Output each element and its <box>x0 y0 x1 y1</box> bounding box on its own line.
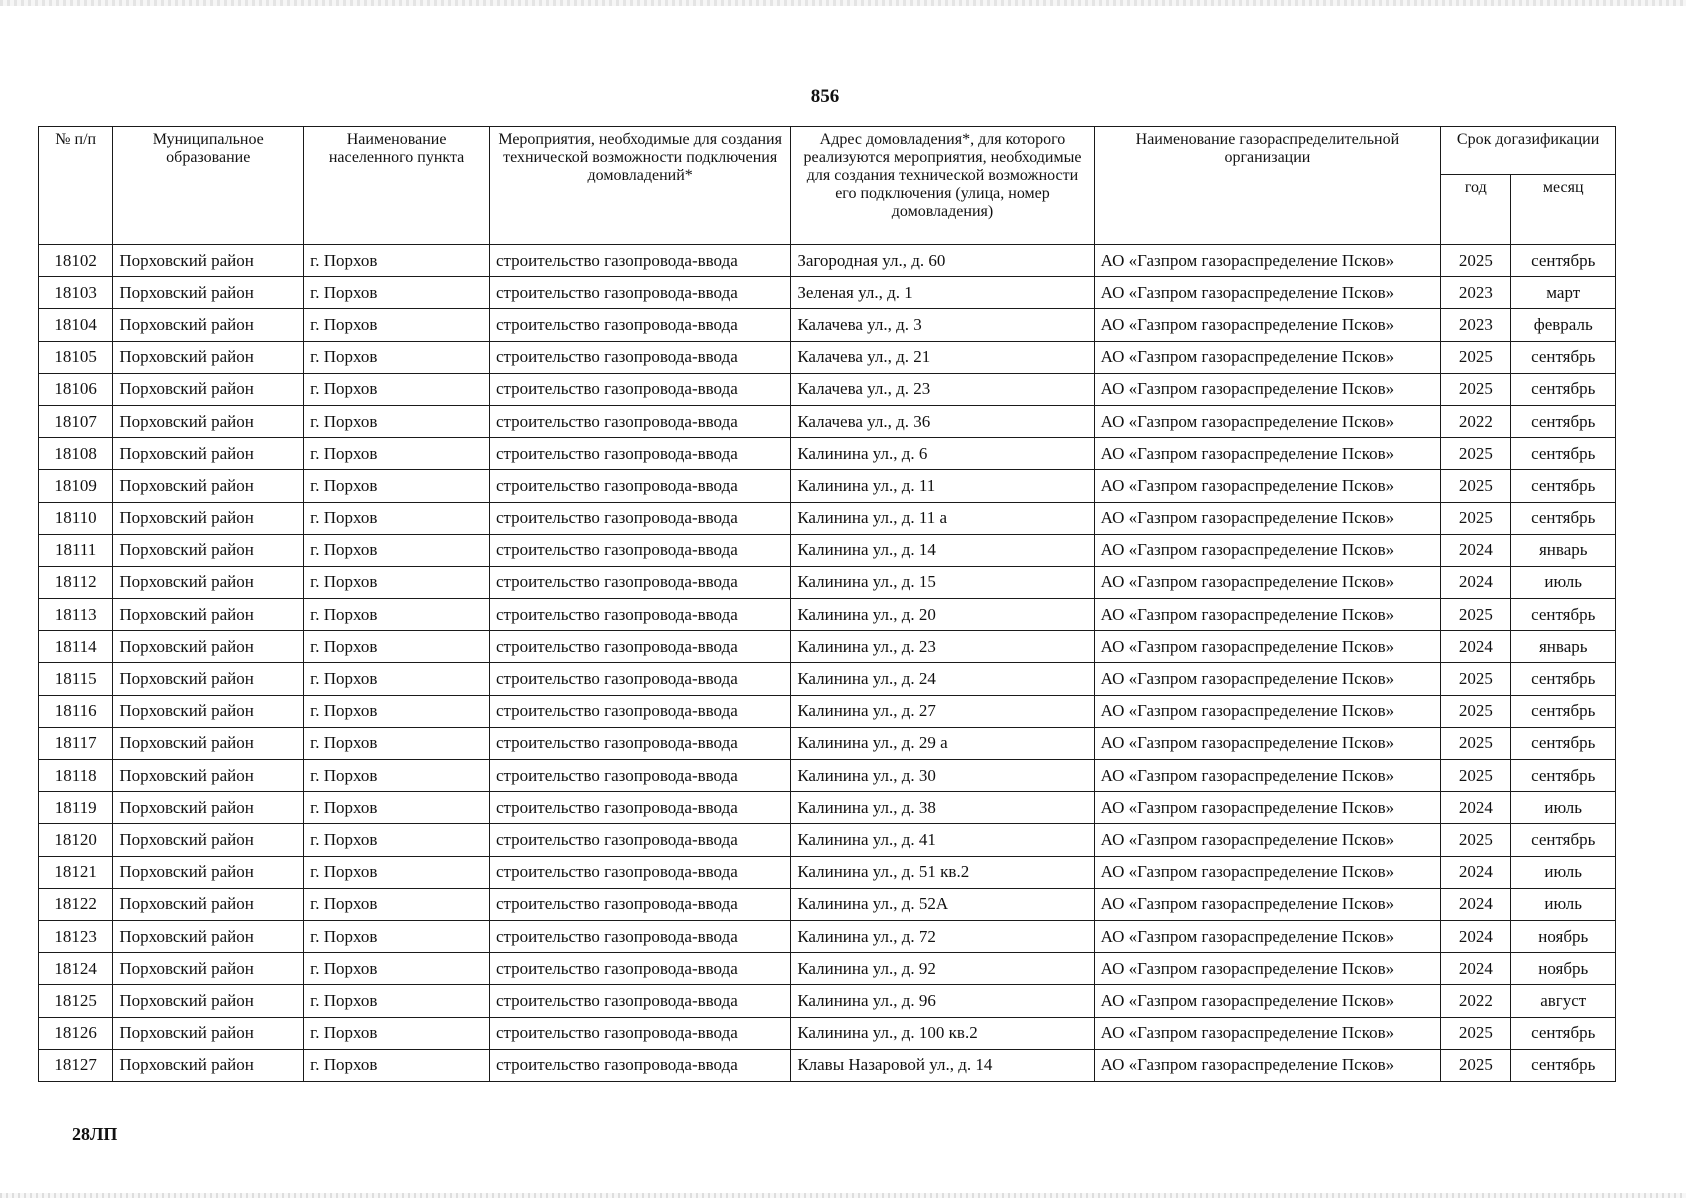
cell-locality: г. Порхов <box>304 631 490 663</box>
cell-address: Калачева ул., д. 36 <box>791 405 1094 437</box>
cell-address: Калинина ул., д. 11 <box>791 470 1094 502</box>
cell-measure: строительство газопровода-ввода <box>489 985 790 1017</box>
cell-municipality: Порховский район <box>113 1017 304 1049</box>
cell-num: 18116 <box>39 695 113 727</box>
cell-num: 18120 <box>39 824 113 856</box>
cell-locality: г. Порхов <box>304 663 490 695</box>
cell-locality: г. Порхов <box>304 599 490 631</box>
cell-locality: г. Порхов <box>304 792 490 824</box>
cell-year: 2025 <box>1441 663 1511 695</box>
cell-num: 18114 <box>39 631 113 663</box>
cell-locality: г. Порхов <box>304 405 490 437</box>
cell-municipality: Порховский район <box>113 534 304 566</box>
cell-locality: г. Порхов <box>304 953 490 985</box>
header-num: № п/п <box>39 127 113 245</box>
cell-organization: АО «Газпром газораспределение Псков» <box>1094 405 1441 437</box>
cell-address: Зеленая ул., д. 1 <box>791 277 1094 309</box>
cell-locality: г. Порхов <box>304 277 490 309</box>
table-row <box>39 792 1616 824</box>
cell-municipality: Порховский район <box>113 920 304 952</box>
cell-month: сентябрь <box>1511 245 1616 277</box>
cell-locality: г. Порхов <box>304 727 490 759</box>
cell-year: 2025 <box>1441 727 1511 759</box>
cell-month: сентябрь <box>1511 502 1616 534</box>
cell-year: 2022 <box>1441 985 1511 1017</box>
cell-month: август <box>1511 985 1616 1017</box>
cell-organization: АО «Газпром газораспределение Псков» <box>1094 277 1441 309</box>
cell-organization: АО «Газпром газораспределение Псков» <box>1094 920 1441 952</box>
cell-organization: АО «Газпром газораспределение Псков» <box>1094 824 1441 856</box>
cell-year: 2025 <box>1441 470 1511 502</box>
table-row <box>39 245 1616 277</box>
cell-municipality: Порховский район <box>113 245 304 277</box>
cell-month: июль <box>1511 888 1616 920</box>
cell-month: сентябрь <box>1511 341 1616 373</box>
cell-organization: АО «Газпром газораспределение Псков» <box>1094 502 1441 534</box>
cell-address: Калинина ул., д. 11 а <box>791 502 1094 534</box>
cell-year: 2025 <box>1441 760 1511 792</box>
cell-organization: АО «Газпром газораспределение Псков» <box>1094 566 1441 598</box>
cell-num: 18109 <box>39 470 113 502</box>
cell-month: сентябрь <box>1511 663 1616 695</box>
cell-municipality: Порховский район <box>113 470 304 502</box>
cell-organization: АО «Газпром газораспределение Псков» <box>1094 888 1441 920</box>
cell-organization: АО «Газпром газораспределение Псков» <box>1094 792 1441 824</box>
cell-month: сентябрь <box>1511 824 1616 856</box>
cell-num: 18125 <box>39 985 113 1017</box>
cell-address: Калинина ул., д. 92 <box>791 953 1094 985</box>
table-row <box>39 566 1616 598</box>
cell-num: 18113 <box>39 599 113 631</box>
cell-locality: г. Порхов <box>304 566 490 598</box>
cell-municipality: Порховский район <box>113 631 304 663</box>
cell-month: сентябрь <box>1511 373 1616 405</box>
header-year: год <box>1441 175 1511 245</box>
table-header <box>39 127 1616 245</box>
cell-municipality: Порховский район <box>113 985 304 1017</box>
cell-organization: АО «Газпром газораспределение Псков» <box>1094 1049 1441 1081</box>
cell-locality: г. Порхов <box>304 695 490 727</box>
cell-address: Калинина ул., д. 6 <box>791 438 1094 470</box>
table-row <box>39 920 1616 952</box>
cell-measure: строительство газопровода-ввода <box>489 888 790 920</box>
table-row <box>39 309 1616 341</box>
cell-locality: г. Порхов <box>304 470 490 502</box>
cell-measure: строительство газопровода-ввода <box>489 373 790 405</box>
table-row <box>39 760 1616 792</box>
cell-month: сентябрь <box>1511 695 1616 727</box>
cell-address: Калинина ул., д. 23 <box>791 631 1094 663</box>
cell-measure: строительство газопровода-ввода <box>489 953 790 985</box>
cell-num: 18117 <box>39 727 113 759</box>
cell-month: сентябрь <box>1511 760 1616 792</box>
cell-locality: г. Порхов <box>304 985 490 1017</box>
cell-organization: АО «Газпром газораспределение Псков» <box>1094 663 1441 695</box>
cell-locality: г. Порхов <box>304 888 490 920</box>
cell-municipality: Порховский район <box>113 792 304 824</box>
cell-address: Клавы Назаровой ул., д. 14 <box>791 1049 1094 1081</box>
cell-locality: г. Порхов <box>304 245 490 277</box>
cell-year: 2025 <box>1441 341 1511 373</box>
table-row <box>39 824 1616 856</box>
cell-measure: строительство газопровода-ввода <box>489 277 790 309</box>
cell-address: Калачева ул., д. 21 <box>791 341 1094 373</box>
cell-locality: г. Порхов <box>304 856 490 888</box>
cell-measure: строительство газопровода-ввода <box>489 856 790 888</box>
cell-measure: строительство газопровода-ввода <box>489 599 790 631</box>
cell-organization: АО «Газпром газораспределение Псков» <box>1094 727 1441 759</box>
cell-month: сентябрь <box>1511 470 1616 502</box>
header-address: Адрес домовладения*, для которого реализуются мероприятия, необходимые для создания технической возможности его подключения (улица, номер домовладения) <box>791 127 1094 245</box>
cell-month: сентябрь <box>1511 1049 1616 1081</box>
page-number: 856 <box>810 86 840 107</box>
cell-measure: строительство газопровода-ввода <box>489 824 790 856</box>
cell-organization: АО «Газпром газораспределение Псков» <box>1094 373 1441 405</box>
cell-municipality: Порховский район <box>113 502 304 534</box>
cell-year: 2025 <box>1441 373 1511 405</box>
cell-measure: строительство газопровода-ввода <box>489 405 790 437</box>
cell-organization: АО «Газпром газораспределение Псков» <box>1094 985 1441 1017</box>
cell-municipality: Порховский район <box>113 727 304 759</box>
cell-municipality: Порховский район <box>113 663 304 695</box>
cell-locality: г. Порхов <box>304 341 490 373</box>
cell-year: 2024 <box>1441 792 1511 824</box>
table-row <box>39 631 1616 663</box>
cell-year: 2023 <box>1441 309 1511 341</box>
table-row <box>39 534 1616 566</box>
cell-year: 2024 <box>1441 920 1511 952</box>
table-row <box>39 1017 1616 1049</box>
table-row <box>39 953 1616 985</box>
cell-year: 2022 <box>1441 405 1511 437</box>
cell-address: Калинина ул., д. 27 <box>791 695 1094 727</box>
cell-address: Калинина ул., д. 96 <box>791 985 1094 1017</box>
cell-organization: АО «Газпром газораспределение Псков» <box>1094 438 1441 470</box>
cell-num: 18121 <box>39 856 113 888</box>
cell-municipality: Порховский район <box>113 373 304 405</box>
table-row <box>39 663 1616 695</box>
table-row <box>39 695 1616 727</box>
table-row <box>39 599 1616 631</box>
cell-organization: АО «Газпром газораспределение Псков» <box>1094 760 1441 792</box>
table-row <box>39 470 1616 502</box>
cell-month: ноябрь <box>1511 953 1616 985</box>
cell-month: июль <box>1511 792 1616 824</box>
cell-month: сентябрь <box>1511 599 1616 631</box>
cell-municipality: Порховский район <box>113 341 304 373</box>
cell-address: Калинина ул., д. 30 <box>791 760 1094 792</box>
cell-locality: г. Порхов <box>304 1049 490 1081</box>
cell-municipality: Порховский район <box>113 1049 304 1081</box>
cell-year: 2024 <box>1441 566 1511 598</box>
table-row <box>39 985 1616 1017</box>
cell-locality: г. Порхов <box>304 373 490 405</box>
header-month: месяц <box>1511 175 1616 245</box>
cell-measure: строительство газопровода-ввода <box>489 920 790 952</box>
cell-locality: г. Порхов <box>304 1017 490 1049</box>
cell-address: Загородная ул., д. 60 <box>791 245 1094 277</box>
cell-organization: АО «Газпром газораспределение Псков» <box>1094 631 1441 663</box>
cell-num: 18119 <box>39 792 113 824</box>
cell-num: 18123 <box>39 920 113 952</box>
cell-measure: строительство газопровода-ввода <box>489 663 790 695</box>
cell-address: Калинина ул., д. 15 <box>791 566 1094 598</box>
cell-month: июль <box>1511 856 1616 888</box>
header-locality: Наименование населенного пункта <box>304 127 490 245</box>
cell-month: ноябрь <box>1511 920 1616 952</box>
cell-num: 18127 <box>39 1049 113 1081</box>
cell-measure: строительство газопровода-ввода <box>489 695 790 727</box>
cell-municipality: Порховский район <box>113 856 304 888</box>
cell-measure: строительство газопровода-ввода <box>489 631 790 663</box>
cell-municipality: Порховский район <box>113 566 304 598</box>
cell-year: 2025 <box>1441 502 1511 534</box>
cell-address: Калинина ул., д. 100 кв.2 <box>791 1017 1094 1049</box>
cell-address: Калинина ул., д. 24 <box>791 663 1094 695</box>
cell-measure: строительство газопровода-ввода <box>489 534 790 566</box>
table-row <box>39 727 1616 759</box>
cell-locality: г. Порхов <box>304 309 490 341</box>
cell-organization: АО «Газпром газораспределение Псков» <box>1094 309 1441 341</box>
cell-month: февраль <box>1511 309 1616 341</box>
cell-organization: АО «Газпром газораспределение Псков» <box>1094 245 1441 277</box>
cell-locality: г. Порхов <box>304 502 490 534</box>
cell-measure: строительство газопровода-ввода <box>489 309 790 341</box>
cell-year: 2025 <box>1441 245 1511 277</box>
cell-address: Калинина ул., д. 72 <box>791 920 1094 952</box>
cell-locality: г. Порхов <box>304 760 490 792</box>
cell-measure: строительство газопровода-ввода <box>489 341 790 373</box>
table-row <box>39 277 1616 309</box>
cell-address: Калинина ул., д. 20 <box>791 599 1094 631</box>
scan-edge-top <box>0 0 1686 6</box>
table-row <box>39 405 1616 437</box>
cell-year: 2024 <box>1441 888 1511 920</box>
cell-year: 2025 <box>1441 1017 1511 1049</box>
cell-month: март <box>1511 277 1616 309</box>
header-municipality: Муниципальное образование <box>113 127 304 245</box>
cell-address: Калачева ул., д. 3 <box>791 309 1094 341</box>
cell-num: 18118 <box>39 760 113 792</box>
cell-address: Калинина ул., д. 51 кв.2 <box>791 856 1094 888</box>
cell-measure: строительство газопровода-ввода <box>489 245 790 277</box>
cell-year: 2025 <box>1441 438 1511 470</box>
cell-num: 18106 <box>39 373 113 405</box>
cell-organization: АО «Газпром газораспределение Псков» <box>1094 856 1441 888</box>
header-organization: Наименование газораспределительной организации <box>1094 127 1441 245</box>
cell-year: 2024 <box>1441 953 1511 985</box>
table-row <box>39 502 1616 534</box>
cell-num: 18105 <box>39 341 113 373</box>
cell-municipality: Порховский район <box>113 599 304 631</box>
cell-locality: г. Порхов <box>304 534 490 566</box>
cell-num: 18107 <box>39 405 113 437</box>
cell-address: Калинина ул., д. 14 <box>791 534 1094 566</box>
cell-num: 18126 <box>39 1017 113 1049</box>
cell-year: 2025 <box>1441 695 1511 727</box>
cell-year: 2024 <box>1441 631 1511 663</box>
cell-municipality: Порховский район <box>113 405 304 437</box>
cell-month: июль <box>1511 566 1616 598</box>
cell-address: Калинина ул., д. 52А <box>791 888 1094 920</box>
header-deadline: Срок догазификации <box>1441 127 1616 175</box>
cell-municipality: Порховский район <box>113 888 304 920</box>
cell-measure: строительство газопровода-ввода <box>489 566 790 598</box>
cell-measure: строительство газопровода-ввода <box>489 470 790 502</box>
cell-month: январь <box>1511 631 1616 663</box>
table-row <box>39 373 1616 405</box>
cell-year: 2025 <box>1441 599 1511 631</box>
cell-num: 18124 <box>39 953 113 985</box>
cell-year: 2023 <box>1441 277 1511 309</box>
cell-municipality: Порховский район <box>113 760 304 792</box>
cell-organization: АО «Газпром газораспределение Псков» <box>1094 1017 1441 1049</box>
cell-num: 18102 <box>39 245 113 277</box>
footer-code: 28ЛП <box>72 1124 118 1144</box>
cell-municipality: Порховский район <box>113 824 304 856</box>
cell-num: 18104 <box>39 309 113 341</box>
cell-num: 18122 <box>39 888 113 920</box>
cell-measure: строительство газопровода-ввода <box>489 792 790 824</box>
cell-municipality: Порховский район <box>113 309 304 341</box>
cell-year: 2025 <box>1441 824 1511 856</box>
table-row <box>39 1049 1616 1081</box>
cell-municipality: Порховский район <box>113 438 304 470</box>
table-row <box>39 856 1616 888</box>
cell-organization: АО «Газпром газораспределение Псков» <box>1094 599 1441 631</box>
cell-measure: строительство газопровода-ввода <box>489 1049 790 1081</box>
cell-measure: строительство газопровода-ввода <box>489 1017 790 1049</box>
cell-month: сентябрь <box>1511 727 1616 759</box>
table-row <box>39 888 1616 920</box>
cell-organization: АО «Газпром газораспределение Псков» <box>1094 695 1441 727</box>
cell-locality: г. Порхов <box>304 438 490 470</box>
cell-measure: строительство газопровода-ввода <box>489 502 790 534</box>
cell-locality: г. Порхов <box>304 824 490 856</box>
cell-num: 18110 <box>39 502 113 534</box>
cell-num: 18111 <box>39 534 113 566</box>
header-measures: Мероприятия, необходимые для создания технической возможности подключения домовладений* <box>489 127 790 245</box>
gasification-table <box>38 126 1616 1082</box>
cell-month: сентябрь <box>1511 438 1616 470</box>
cell-address: Калинина ул., д. 29 а <box>791 727 1094 759</box>
cell-num: 18103 <box>39 277 113 309</box>
cell-municipality: Порховский район <box>113 277 304 309</box>
cell-month: сентябрь <box>1511 1017 1616 1049</box>
cell-year: 2024 <box>1441 856 1511 888</box>
cell-num: 18108 <box>39 438 113 470</box>
cell-organization: АО «Газпром газораспределение Псков» <box>1094 470 1441 502</box>
cell-measure: строительство газопровода-ввода <box>489 727 790 759</box>
cell-address: Калачева ул., д. 23 <box>791 373 1094 405</box>
cell-month: январь <box>1511 534 1616 566</box>
cell-measure: строительство газопровода-ввода <box>489 438 790 470</box>
scan-edge-bottom <box>0 1193 1686 1198</box>
cell-measure: строительство газопровода-ввода <box>489 760 790 792</box>
cell-month: сентябрь <box>1511 405 1616 437</box>
cell-organization: АО «Газпром газораспределение Псков» <box>1094 341 1441 373</box>
cell-organization: АО «Газпром газораспределение Псков» <box>1094 534 1441 566</box>
table-row <box>39 438 1616 470</box>
cell-num: 18112 <box>39 566 113 598</box>
cell-locality: г. Порхов <box>304 920 490 952</box>
table-row <box>39 341 1616 373</box>
cell-address: Калинина ул., д. 38 <box>791 792 1094 824</box>
cell-num: 18115 <box>39 663 113 695</box>
cell-organization: АО «Газпром газораспределение Псков» <box>1094 953 1441 985</box>
cell-address: Калинина ул., д. 41 <box>791 824 1094 856</box>
cell-municipality: Порховский район <box>113 695 304 727</box>
cell-year: 2025 <box>1441 1049 1511 1081</box>
cell-municipality: Порховский район <box>113 953 304 985</box>
cell-year: 2024 <box>1441 534 1511 566</box>
table-body <box>39 245 1616 1082</box>
